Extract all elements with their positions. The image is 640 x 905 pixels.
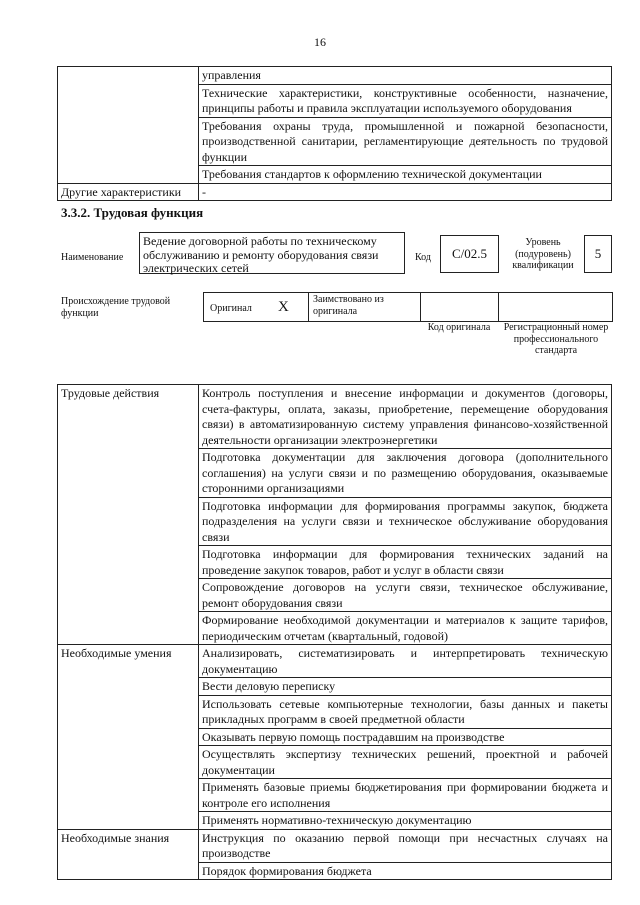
knowledge-item: управления xyxy=(199,67,612,85)
divider xyxy=(308,292,309,322)
list-item: Подготовка информации для формирования программы закупок, бюджета подразделения на услуги связи и техническое обслуживание оборудования связи xyxy=(199,497,612,546)
labor-function-table xyxy=(57,384,612,880)
original-mark: X xyxy=(278,299,289,315)
table-row xyxy=(58,829,612,862)
knowledge-item: Технические характеристики, конструктивные особенности, назначение, принципы работы и правила эксплуатации используемого оборудования xyxy=(199,84,612,117)
table-row xyxy=(58,645,612,678)
other-characteristics-label: Другие характеристики xyxy=(58,183,199,201)
knowledge-item: Требования охраны труда, промышленной и пожарной безопасности, производственной санитарии, регламентирующие деятельность по трудовой функции xyxy=(199,117,612,166)
page-number: 16 xyxy=(314,35,326,49)
list-item: Использовать сетевые компьютерные технологии, базы данных и пакеты прикладных программ в своей предметной области xyxy=(199,695,612,728)
knowledge-item: Требования стандартов к оформлению технической документации xyxy=(199,166,612,184)
code-label: Код xyxy=(415,252,431,263)
table-row xyxy=(58,183,612,201)
divider xyxy=(420,292,421,322)
origin-label: Происхождение трудовой функции xyxy=(61,296,171,319)
original-label: Оригинал xyxy=(210,303,252,314)
list-item: Порядок формирования бюджета xyxy=(199,862,612,880)
list-item: Применять нормативно-техническую документацию xyxy=(199,812,612,830)
list-item: Вести деловую переписку xyxy=(199,678,612,696)
reg-number-label: Регистрационный номер профессионального стандарта xyxy=(503,322,609,356)
list-item: Оказывать первую помощь пострадавшим на производстве xyxy=(199,728,612,746)
qualification-level: 5 xyxy=(584,235,612,273)
list-item: Сопровождение договоров на услуги связи, техническое обслуживание, ремонт оборудования связи xyxy=(199,579,612,612)
empty-label-cell xyxy=(58,67,199,184)
list-item: Осуществлять экспертизу технических решений, проектной и рабочей документации xyxy=(199,746,612,779)
list-item: Анализировать, систематизировать и интерпретировать техническую документацию xyxy=(199,645,612,678)
table-row xyxy=(58,385,612,449)
origin-box xyxy=(203,292,613,322)
function-name: Ведение договорной работы по техническому обслуживанию и ремонту оборудования связи электрических сетей xyxy=(139,232,405,274)
table-row xyxy=(58,67,612,85)
divider xyxy=(498,292,499,322)
other-characteristics-value: - xyxy=(199,183,612,201)
code-original-label: Код оригинала xyxy=(427,322,491,333)
continued-characteristics-table xyxy=(57,66,612,201)
function-code: С/02.5 xyxy=(440,235,499,273)
group-label: Необходимые знания xyxy=(58,829,199,880)
list-item: Инструкция по оказанию первой помощи при несчастных случаях на производстве xyxy=(199,829,612,862)
borrowed-label: Заимствовано из оригинала xyxy=(313,294,384,317)
list-item: Контроль поступления и внесение информации и документов (договоры, счета-фактуры, оплата, заказы, приобретение, перемещение оборудования связи) в автоматизированную систему управления финансово-хозяйственной деятельности организации электроэнергетики xyxy=(199,385,612,449)
list-item: Применять базовые приемы бюджетирования при формировании бюджета и контроле его исполнения xyxy=(199,779,612,812)
list-item: Подготовка информации для формирования технических заданий на проведение закупок товаров, работ и услуг в области связи xyxy=(199,546,612,579)
section-title: 3.3.2. Трудовая функция xyxy=(61,205,204,220)
level-label: Уровень (подуровень) квалификации xyxy=(512,237,574,271)
list-item: Подготовка документации для заключения договора (дополнительного соглашения) на услуги связи и по размещению оборудования, оказываемые сторонними организациями xyxy=(199,449,612,498)
group-label: Трудовые действия xyxy=(58,385,199,645)
list-item: Формирование необходимой документации и материалов к защите тарифов, периодическим отчетам (квартальный, годовой) xyxy=(199,612,612,645)
group-label: Необходимые умения xyxy=(58,645,199,830)
name-label: Наименование xyxy=(61,252,124,263)
